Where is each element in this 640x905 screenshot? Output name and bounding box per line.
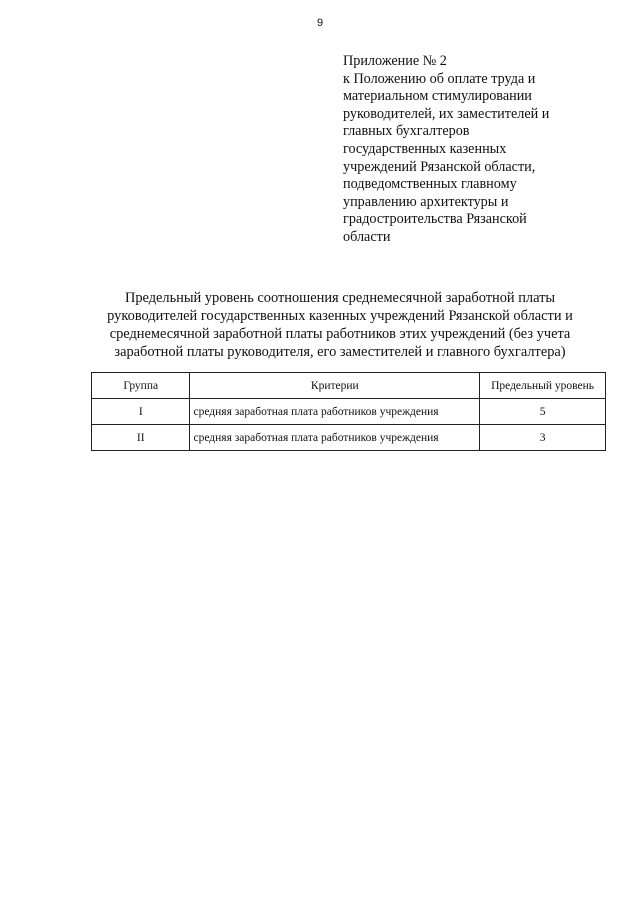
appendix-reference	[343, 53, 583, 247]
cell-criteria: средняя заработная плата работников учреждения	[190, 425, 480, 451]
page-number: 9	[316, 17, 324, 29]
heading-line: руководителей государственных казенных учреждений Рязанской области и	[107, 308, 573, 324]
table-header-row	[92, 373, 606, 399]
table-row	[92, 425, 606, 451]
appendix-line: к Положению об оплате труда и	[343, 70, 536, 87]
cell-limit: 5	[480, 399, 606, 425]
appendix-line: градостроительства Рязанской	[343, 211, 527, 228]
cell-criteria: средняя заработная плата работников учреждения	[190, 399, 480, 425]
appendix-title: Приложение № 2	[343, 53, 447, 69]
appendix-line: государственных казенных	[343, 140, 507, 157]
cell-limit: 3	[480, 425, 606, 451]
appendix-line: подведомственных главному	[343, 176, 517, 193]
header-group: Группа	[92, 373, 190, 399]
appendix-line: главных бухгалтеров	[343, 123, 470, 140]
appendix-line: руководителей, их заместителей и	[343, 105, 550, 122]
heading-line: заработной платы руководителя, его заместителей и главного бухгалтера)	[114, 344, 566, 360]
table-row	[92, 399, 606, 425]
appendix-line: учреждений Рязанской области,	[343, 158, 536, 175]
appendix-line: управлению архитектуры и	[343, 193, 509, 210]
header-criteria: Критерии	[190, 373, 480, 399]
header-limit: Предельный уровень	[480, 373, 606, 399]
appendix-line: области	[343, 228, 391, 245]
heading-line: Предельный уровень соотношения среднемесячной заработной платы	[124, 290, 556, 306]
limits-table	[91, 372, 606, 451]
heading-line: среднемесячной заработной платы работников этих учреждений (без учета	[109, 326, 571, 342]
appendix-line: материальном стимулировании	[343, 88, 532, 105]
document-heading	[80, 289, 600, 361]
cell-group: I	[92, 399, 190, 425]
cell-group: II	[92, 425, 190, 451]
